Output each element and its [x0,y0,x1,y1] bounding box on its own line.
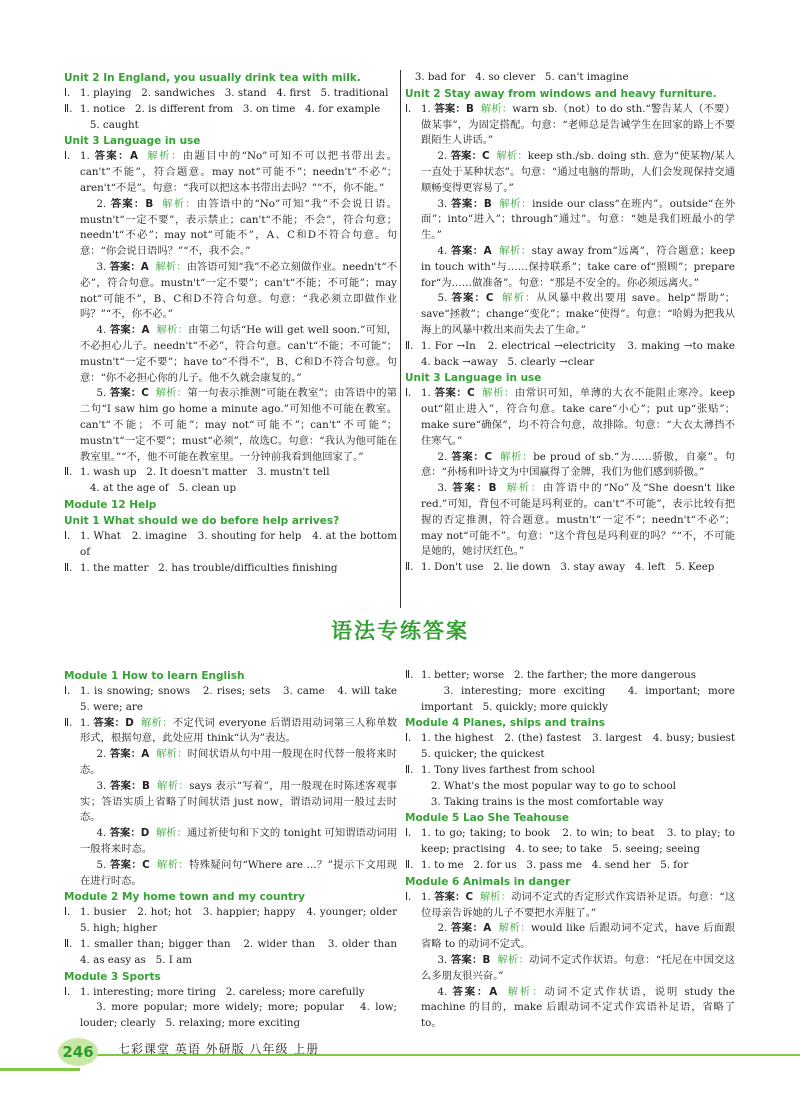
answer-line: 1. busier 2. hot; hot 3. happier; happy 4. younger; older 5. high; higher [80,906,407,935]
answer-choice: A [140,260,149,273]
item-number: 1. [421,102,431,115]
answer-choice: A [141,748,150,761]
analysis-text: 从风暴中救出要用 save。help“帮助”；save“拯救”；change“变化”；make“使得”。句意：“哈姆为把我从海上的风暴中救出来而失去了生命。” [421,292,736,336]
answer-item [80,716,397,748]
answer-choice: A [129,150,138,163]
answer-label: 答案： [451,922,484,935]
exercise-group [405,890,739,1032]
roman-numeral: Ⅱ. [405,339,414,352]
unit-heading: Module 2 My home town and my country [64,891,306,904]
exercise-body [421,731,745,763]
roman-numeral: Ⅰ. [64,685,71,697]
answer-choice: B [465,102,474,115]
answer-item [421,921,735,953]
analysis-label: 解析： [497,953,530,966]
answer-line: 3. Taking trains is the most comfortable way [421,795,664,808]
analysis-label: 解析： [155,260,187,273]
roman-numeral: Ⅰ. [405,102,412,115]
answer-label: 答案： [451,244,484,257]
analysis-text: 通过祈使句和下文的 tonight 可知谓语动词用一般将来时态。 [80,827,398,855]
exercise-body [421,763,735,810]
exercise-body [80,86,397,102]
answer-choice: C [482,150,490,163]
item-number: 3. [437,953,448,966]
item-number: 1. [80,150,90,163]
item-number: 1. [421,387,431,400]
exercise-group [405,763,735,810]
exercise-body [421,560,735,576]
answer-label: 答案： [109,827,141,840]
analysis-text: inside our class“在班内”。outside“在外面”；into“进入”；through“通过”。句意：“她是我们班最小的学生。” [421,197,736,242]
analysis-label: 解析： [156,324,189,337]
item-number: 1. [421,890,431,903]
answer-label: 答案： [451,450,485,463]
answer-line: 1. wash up 2. It doesn't matter 3. mustn't tell [80,466,330,479]
analysis-label: 解析： [157,779,190,792]
item-number: 3. [437,482,448,495]
roman-numeral: Ⅰ. [405,827,412,840]
exercise-body [80,684,407,716]
analysis-text: 第一句表示推测“可能在教室”；由答语中的第二句“I saw him go home a minute ago.”可知他不可能在教室。can't“不能；不可能”；may not“可能不”；can't“不可能”；mustn't“一定不要”；must“必须”，故选C。句意：“我认为他可能在教室里。”“不，他不可能在教室里。一分钟前我看到他回家了。” [80,387,398,463]
answer-label: 答案： [94,150,130,163]
roman-numeral: Ⅱ. [64,466,73,479]
analysis-label: 解析： [500,450,534,463]
analysis-text: 不定代词 everyone 后谓语用动词第三人称单数形式，根据句意，此处应用 think“认为”表达。 [80,716,398,745]
analysis-label: 解析： [502,292,537,305]
answer-line: 1. Don't use 2. lie down 3. stay away 4. left 5. Keep [421,561,715,574]
item-number: 5. [96,387,107,400]
roman-numeral: Ⅰ. [64,906,71,919]
item-number: 2. [437,450,448,463]
exercise-group [405,386,739,560]
item-number: 4. [437,244,448,257]
answer-line: 1. interesting; more tiring 2. careless; more carefully [80,985,365,998]
answer-label: 答案： [109,858,143,871]
answer-label: 答案： [451,197,484,210]
answer-line: 4. at the age of 5. clean up [80,482,237,495]
analysis-label: 解析： [155,387,188,400]
roman-numeral: Ⅱ. [64,561,73,574]
answer-choice: C [485,292,494,305]
column-bottom-right [405,668,745,1032]
page-number: 246 [58,1038,98,1066]
answer-label: 答案： [452,985,490,998]
exercise-body [80,529,401,561]
answer-item [421,244,739,291]
answer-item [80,197,397,260]
item-number: 2. [437,922,448,935]
unit-heading: Module 6 Animals in danger [405,875,571,888]
analysis-label: 解析： [147,150,183,163]
answer-item [421,985,739,1032]
answer-choice: C [141,387,149,400]
column-top-right [405,70,745,576]
answer-choice: C [142,858,150,871]
answer-label: 答案： [109,260,141,273]
analysis-text: 时间状语从句中用一般现在时代替一般将来时态。 [80,748,398,776]
analysis-label: 解析： [496,150,528,163]
answer-line: 1. For →In 2. electrical →electricity 3. making →to make 4. back →away 5. clearly →clear [421,339,745,368]
answer-line: 1. better; worse 2. the farther; the more dangerous [421,669,697,681]
exercise-group [405,668,739,715]
analysis-text: would like 后跟动词不定式，have 后面跟省略 to 的动词不定式。 [421,922,736,951]
answer-line: 1. to me 2. for us 3. pass me 4. send her 5. for [421,858,689,871]
exercise-body [80,149,401,465]
exercise-group [64,102,397,134]
section-title: 语法专练答案 [331,619,469,643]
analysis-label: 解析： [155,827,188,840]
unit-heading: Module 12 Help [64,498,157,511]
answer-choice: D [125,716,134,729]
roman-numeral: Ⅱ. [405,763,414,776]
unit-heading: Unit 3 Language in use [64,135,201,148]
analysis-label: 解析： [498,922,531,935]
answer-line: 1. notice 2. is different from 3. on time 4. for example [80,102,381,115]
column-top-left [64,70,401,576]
exercise-body [80,905,407,937]
exercise-group [64,716,397,890]
answer-choice: D [140,827,150,840]
answer-item [421,102,735,149]
roman-numeral: Ⅱ. [64,716,73,729]
answer-choice: B [141,779,150,792]
answer-item [421,197,735,244]
exercise-group [64,561,397,577]
answer-item [80,747,397,779]
analysis-label: 解析： [506,482,543,495]
exercise-body [421,339,745,371]
column-divider [400,70,401,608]
analysis-label: 解析： [482,387,515,400]
exercise-group [405,826,739,858]
item-number: 2. [437,150,448,163]
analysis-text: 由题目中的“No”可知不可以把书带出去。can't“不能”，符合题意。may not“可能不”；needn't“不必”；aren't“不是”。句意：“我可以把这本书带出去吗？”“不，你不能。” [80,150,397,194]
analysis-text: 特殊疑问句“Where are ...？”提示下文用现在进行时态。 [80,858,398,887]
analysis-label: 解析： [479,890,512,903]
roman-numeral: Ⅱ. [405,561,414,574]
analysis-label: 解析： [140,716,173,729]
answer-label: 答案： [434,890,466,903]
answer-line: 1. to go; taking; to book 2. to win; to beat 3. to play; to keep; practising 4. to see; to take 5. seeing; seeing [421,827,739,856]
answer-label: 答案： [451,292,486,305]
exercise-group [64,465,397,497]
answer-item [421,149,735,196]
exercise-group [64,905,407,937]
answer-choice: A [489,985,498,998]
answer-line: 2. What's the most popular way to go to school [421,779,676,792]
exercise-body [421,826,739,858]
analysis-label: 解析： [162,197,197,210]
analysis-text: 动词不定式的否定形式作宾语补足语。句意：“这位母亲告诉她的儿子不要把水弄脏了。” [421,890,736,919]
exercise-body [80,985,401,1032]
answer-label: 答案： [109,779,142,792]
answer-item [80,858,397,890]
unit-heading: Module 1 How to learn English [64,670,245,682]
roman-numeral: Ⅱ. [405,669,414,681]
item-number: 4. [437,985,448,998]
exercise-body [421,668,739,715]
exercise-body [421,890,739,1032]
answer-choice: B [483,197,492,210]
item-number: 3. [96,779,107,792]
answer-item [421,291,735,338]
exercise-group [64,985,401,1032]
analysis-text: 动词不定式作状语，说明 study the machine 的目的，make 后跟动词不定式作宾语补足语，省略了 to。 [421,985,739,1030]
answer-label: 答案： [452,482,489,495]
footer-left-bar [0,1068,80,1071]
answer-label: 答案： [434,102,466,115]
answer-line: 1. Tony lives farthest from school [421,763,595,776]
unit-heading: Unit 2 Stay away from windows and heavy furniture. [405,87,717,100]
analysis-label: 解析： [499,197,533,210]
analysis-label: 解析： [480,102,513,115]
analysis-text: says 表示“写着”，用一般现在时陈述客观事实；答语实质上省略了时间状语 just now，谓语动词用一般过去时态。 [80,779,398,824]
answer-choice: B [488,482,497,495]
answer-label: 答案： [450,953,483,966]
footer-book-title: 七彩课堂 英语 外研版 八年级 上册 [118,1042,320,1056]
unit-heading: Unit 3 Language in use [405,372,542,385]
answer-choice: C [465,890,474,903]
answer-label: 答案： [109,387,142,400]
answer-item [80,149,397,196]
exercise-group [405,858,735,874]
exercise-body [421,386,739,560]
item-number: 5. [96,858,107,871]
answer-line: 1. is snowing; snows 2. rises; sets 3. came 4. will take 5. were; are [80,685,407,713]
exercise-group [405,731,745,763]
exercise-group [64,529,401,561]
roman-numeral: Ⅰ. [64,529,71,542]
roman-numeral: Ⅰ. [405,732,412,745]
answer-label: 答案： [109,324,142,337]
answer-label: 答案： [109,748,142,761]
exercise-group [64,684,407,716]
answer-choice: B [482,953,491,966]
exercise-body [80,465,397,497]
exercise-group [405,560,735,576]
analysis-text: stay away from“远离”，符合题意；keep in touch with“与……保持联系”；take care of“照顾”；prepare for“为……做准备”。句意：“那是不安全的。你必须远离火。” [421,244,739,289]
analysis-text: 由第二句话“He will get well soon.”可知，不必担心儿子。needn't“不必”，符合句意。can't“不能；不可能”；mustn't“一定不要”；have to“不得不”，B、C和D不符合句意。句意：“你不必担心你的儿子。他不久就会康复的。” [80,324,398,384]
item-number: 2. [96,197,107,210]
analysis-label: 解析： [499,244,532,257]
analysis-text: be proud of sb.“为……骄傲，自豪”。句意：“孙杨和叶诗文为中国赢得了金牌，我们为他们感到骄傲。” [421,450,736,479]
answer-line: 5. caught [80,118,139,131]
item-number: 2. [96,748,107,761]
answer-item [80,323,397,386]
unit-heading: Module 5 Lao She Teahouse [405,812,569,825]
answer-choice: A [141,324,150,337]
exercise-group [405,102,739,339]
answer-label: 答案： [450,150,483,163]
answer-item [80,826,397,858]
unit-heading: Module 3 Sports [64,970,161,983]
answer-label: 答案： [434,387,468,400]
answer-item [80,779,397,826]
analysis-label: 解析： [156,748,188,761]
roman-numeral: Ⅰ. [64,150,71,163]
answer-label: 答案： [110,197,146,210]
analysis-label: 解析： [157,858,190,871]
analysis-text: 动词不定式作状语。句意：“托尼在中国交这么多朋友很兴奋。” [421,953,736,982]
answer-item [421,450,735,482]
answer-label: 答案： [93,716,126,729]
column-bottom-left [64,668,407,1032]
answer-line: 1. playing 2. sandwiches 3. stand 4. first 5. traditional [80,87,389,99]
item-number: 4. [96,827,107,840]
answer-line: 1. smaller than; bigger than 2. wider than 3. older than 4. as easy as 5. I am [80,937,407,966]
roman-numeral: Ⅱ. [64,937,73,950]
analysis-text: 由答语可知“我”不必立刻做作业。needn't“不必”，符合句意。mustn't“一定不要”；can't“不能；不可能”；may not“可能不”，B、C和D不符合句意。句意：“我必须立即做作业吗？”“不，你不必。” [80,260,401,321]
roman-numeral: Ⅰ. [64,87,71,99]
analysis-text: 由答语中的“No”及“She doesn't like red.”可知，背包不可能是玛利亚的。can't“不可能”，表示比较有把握的否定推测，符合题意。mustn't“一定不”；needn't“不必”；may not“可能不”。句意：“这个背包是玛利亚的吗？”“不，不可能是她的，她讨厌红色。” [421,482,739,558]
answer-item [421,890,735,922]
exercise-body [80,937,407,969]
exercise-body [80,716,397,890]
exercise-group [64,86,397,102]
answer-line: 1. the highest 2. (the) fastest 3. largest 4. busy; busiest 5. quicker; the quickest [421,732,745,761]
answer-line: 3. more popular; more widely; more; popular 4. low; louder; clearly 5. relaxing; more exciting [80,1001,401,1030]
unit-heading: Unit 2 In England, you usually drink tea with milk. [64,72,361,84]
analysis-text: 由答语中的“No”可知“我”不会说日语。mustn't“一定不要”，表示禁止；can't“不能；不会”，符合句意；needn't“不必”；may not“可能不”，A、C和D不符合句意。句意：“你会说日语吗？”“不，我不会。” [80,197,398,258]
exercise-body [421,102,739,339]
answer-choice: A [483,922,492,935]
answer-choice: B [145,197,154,210]
answer-item [80,260,401,323]
roman-numeral: Ⅰ. [405,890,412,903]
answer-item [80,386,397,465]
answer-choice: A [483,244,492,257]
exercise-body [421,858,735,874]
answer-item [421,953,735,985]
roman-numeral: Ⅱ. [64,102,73,115]
unit-heading: Unit 1 What should we do before help arrives? [64,514,340,527]
item-number: 4. [96,324,107,337]
roman-numeral: Ⅰ. [405,387,412,400]
answer-choice: C [484,450,493,463]
answer-line: 3. bad for 4. so clever 5. can't imagine [405,71,629,83]
answer-item [421,481,739,560]
roman-numeral: Ⅱ. [405,858,414,871]
item-number: 1. [80,716,90,729]
answer-line: 1. the matter 2. has trouble/difficulties finishing [80,561,338,574]
roman-numeral: Ⅰ. [64,985,71,998]
exercise-group [405,339,745,371]
answer-line: 3. interesting; more exciting 4. important; more important 5. quickly; more quickly [421,684,739,713]
exercise-group [64,937,407,969]
answer-line: 1. What 2. imagine 3. shouting for help 4. at the bottom of [80,529,401,558]
analysis-text: keep sth./sb. doing sth. 意为“使某物/某人一直处于某种状态”。句意：“通过电脑的帮助，人们会发现保持交通顺畅变得更容易了。” [421,150,736,194]
analysis-text: 由常识可知，单薄的大衣不能阻止寒冷。keep out“阻止进入”，符合句意。take care“小心”；put up“张贴”；make sure“确保”，均不符合句意，故排除。句意：“大衣太薄挡不住寒气。” [421,387,739,447]
exercise-group [64,149,401,465]
item-number: 5. [437,292,448,305]
unit-heading: Module 4 Planes, ships and trains [405,717,605,730]
item-number: 3. [437,197,448,210]
item-number: 3. [96,260,107,273]
exercise-body [80,561,397,577]
analysis-text: warn sb.（not）to do sth.“警告某人（不要）做某事”，为固定搭配。句意：“老师总是告诫学生在回家的路上不要跟陌生人讲话。” [421,102,736,147]
analysis-label: 解析： [507,985,545,998]
answer-choice: C [467,387,475,400]
exercise-body [80,102,397,134]
answer-item [421,386,739,449]
